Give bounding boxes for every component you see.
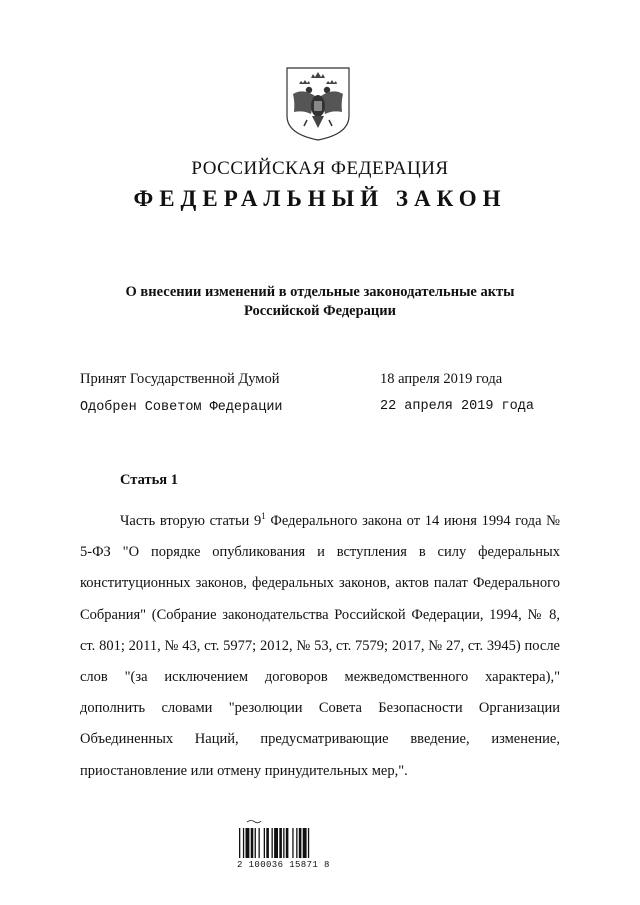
council-approval-date: 22 апреля 2019 года <box>380 399 534 414</box>
article-text-start: Часть вторую статьи 9 <box>120 513 262 529</box>
council-approval-label: Одобрен Советом Федерации <box>80 400 283 415</box>
coat-of-arms-icon <box>285 66 351 142</box>
duma-adoption-label: Принят Государственной Думой <box>80 371 280 387</box>
article-superscript: 1 <box>261 511 266 521</box>
law-title <box>80 283 560 321</box>
duma-adoption-date: 18 апреля 2019 года <box>380 371 503 387</box>
article-text-rest: Федерального закона от 14 июня 1994 года № 5-ФЗ "О порядке опубликования и вступления в силу федеральных конституционных законов, федеральных законов, актов палат Федерального Собрания" (Собрание законодательства Российской Федерации, 1994, № 8, ст. 801; 2011, № 43, ст. 5977; 2012, № 53, ст. 7579; 2017, № 27, ст. 3945) после слов "(за исключением договоров межведомственного характера)," дополнить словами "резолюции Совета Безопасности Организации Объединенных Наций, предусматривающие введение, изменение, приостановление или отмену принудительных мер,". <box>80 513 561 779</box>
country-heading: РОССИЙСКАЯ ФЕДЕРАЦИЯ <box>191 158 449 179</box>
barcode-number: 2 100036 15871 8 <box>237 860 330 870</box>
law-title-line-1: О внесении изменений в отдельные законодательные акты <box>125 284 515 300</box>
law-title-line-2: Российской Федерации <box>243 303 396 319</box>
document-type-heading: ФЕДЕРАЛЬНЫЙ ЗАКОН <box>133 186 507 211</box>
article-heading: Статья 1 <box>120 472 178 488</box>
article-body <box>80 506 560 787</box>
